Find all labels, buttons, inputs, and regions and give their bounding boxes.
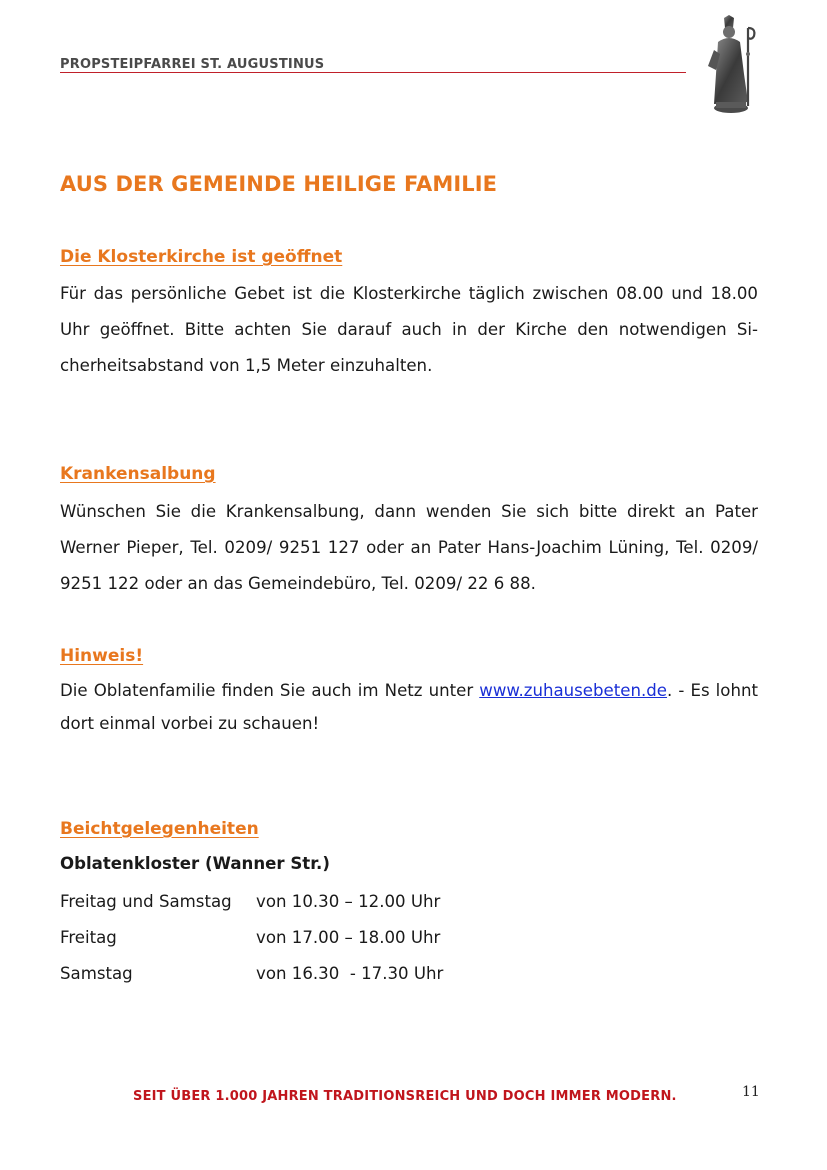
section-heading-krankensalbung: Krankensalbung — [60, 464, 216, 484]
schedule-day: Freitag — [60, 928, 117, 947]
schedule-row — [60, 892, 440, 911]
header-divider — [60, 72, 686, 73]
schedule-time: von 17.00 – 18.00 Uhr — [256, 928, 441, 947]
page-title: AUS DER GEMEINDE HEILIGE FAMILIE — [60, 172, 498, 196]
paragraph-klosterkirche: Für das persönliche Gebet ist die Klosterkirche täglich zwischen 08.00 und 18.00 Uhr geöffnet. Bitte achten Sie darauf auch in der Kirche den notwendigen Si-cherheitsabstand von 1,5 Meter einzuhalten. — [60, 284, 758, 375]
schedule-time: von 16.30 - 17.30 Uhr — [256, 964, 444, 983]
hinweis-text-before: Die Oblatenfamilie finden Sie auch im Netz unter — [60, 681, 480, 700]
schedule-row — [60, 928, 440, 947]
paragraph-krankensalbung: Wünschen Sie die Krankensalbung, dann wenden Sie sich bitte direkt an Pater Werner Pieper, Tel. 0209/ 9251 127 oder an Pater Hans-Joachim Lüning, Tel. 0209/ 9251 122 oder an das Gemeindebüro, Tel. 0209/ 22 6 88. — [60, 502, 758, 593]
schedule-row — [60, 964, 443, 983]
hinweis-text-after: . - Es lohnt dort einmal vorbei zu schauen! — [60, 681, 758, 733]
schedule-time: von 10.30 – 12.00 Uhr — [256, 892, 441, 911]
paragraph-hinweis — [60, 674, 758, 740]
website-link[interactable]: www.zuhausebeten.de — [479, 681, 668, 700]
location-heading: Oblatenkloster (Wanner Str.) — [60, 854, 330, 873]
section-heading-hinweis: Hinweis! — [60, 646, 144, 666]
section-heading-klosterkirche: Die Klosterkirche ist geöffnet — [60, 247, 343, 267]
saint-statue-icon — [704, 14, 760, 116]
schedule-day: Freitag und Samstag — [60, 892, 232, 911]
page-number: 11 — [742, 1084, 760, 1100]
footer-slogan: SEIT ÜBER 1.000 JAHREN TRADITIONSREICH UND DOCH IMMER MODERN. — [133, 1089, 677, 1104]
schedule-day: Samstag — [60, 964, 133, 983]
section-heading-beichte: Beichtgelegenheiten — [60, 819, 259, 839]
header-parish-name: PROPSTEIPFARREI ST. AUGUSTINUS — [60, 57, 325, 72]
